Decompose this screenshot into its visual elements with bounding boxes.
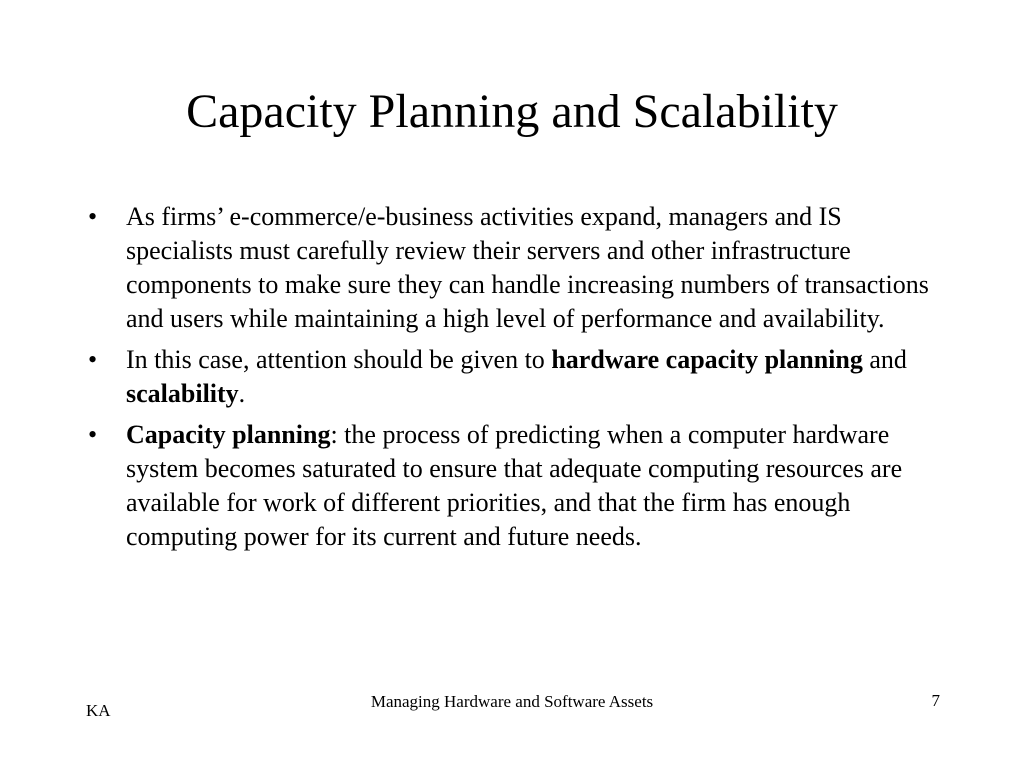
bullet-segment: . (238, 379, 246, 408)
bullet-segment: : the process of predicting when a computer hardware system becomes saturated to ensure that adequate computing resources are available for work of different priorities, and that the firm has enough computing power for its current and future needs. (126, 420, 903, 551)
slide-title: Capacity Planning and Scalability (186, 85, 838, 138)
bullet-segment-bold: hardware capacity planning (551, 345, 863, 374)
footer-title: Managing Hardware and Software Assets (370, 692, 654, 711)
footer-author: KA (86, 701, 111, 720)
bullet-list (88, 200, 948, 561)
bullet-segment: and (862, 345, 907, 374)
bullet-item (88, 343, 948, 411)
bullet-marker: • (88, 345, 98, 374)
bullet-segment-bold: Capacity planning (126, 420, 331, 449)
bullet-text (126, 345, 907, 408)
bullet-marker: • (88, 420, 98, 449)
bullet-item (88, 418, 948, 554)
bullet-item (88, 200, 948, 336)
bullet-text (126, 420, 902, 551)
bullet-segment: As firms’ e-commerce/e-business activities expand, managers and IS specialists must carefully review their servers and other infrastructure components to make sure they can handle increasing numbers of transactions and users while maintaining a high level of performance and availability. (126, 202, 929, 333)
bullet-text (126, 202, 929, 333)
page-number: 7 (931, 691, 940, 710)
bullet-segment-bold: scalability (126, 379, 239, 408)
bullet-marker: • (88, 202, 98, 231)
bullet-segment: In this case, attention should be given to (126, 345, 552, 374)
